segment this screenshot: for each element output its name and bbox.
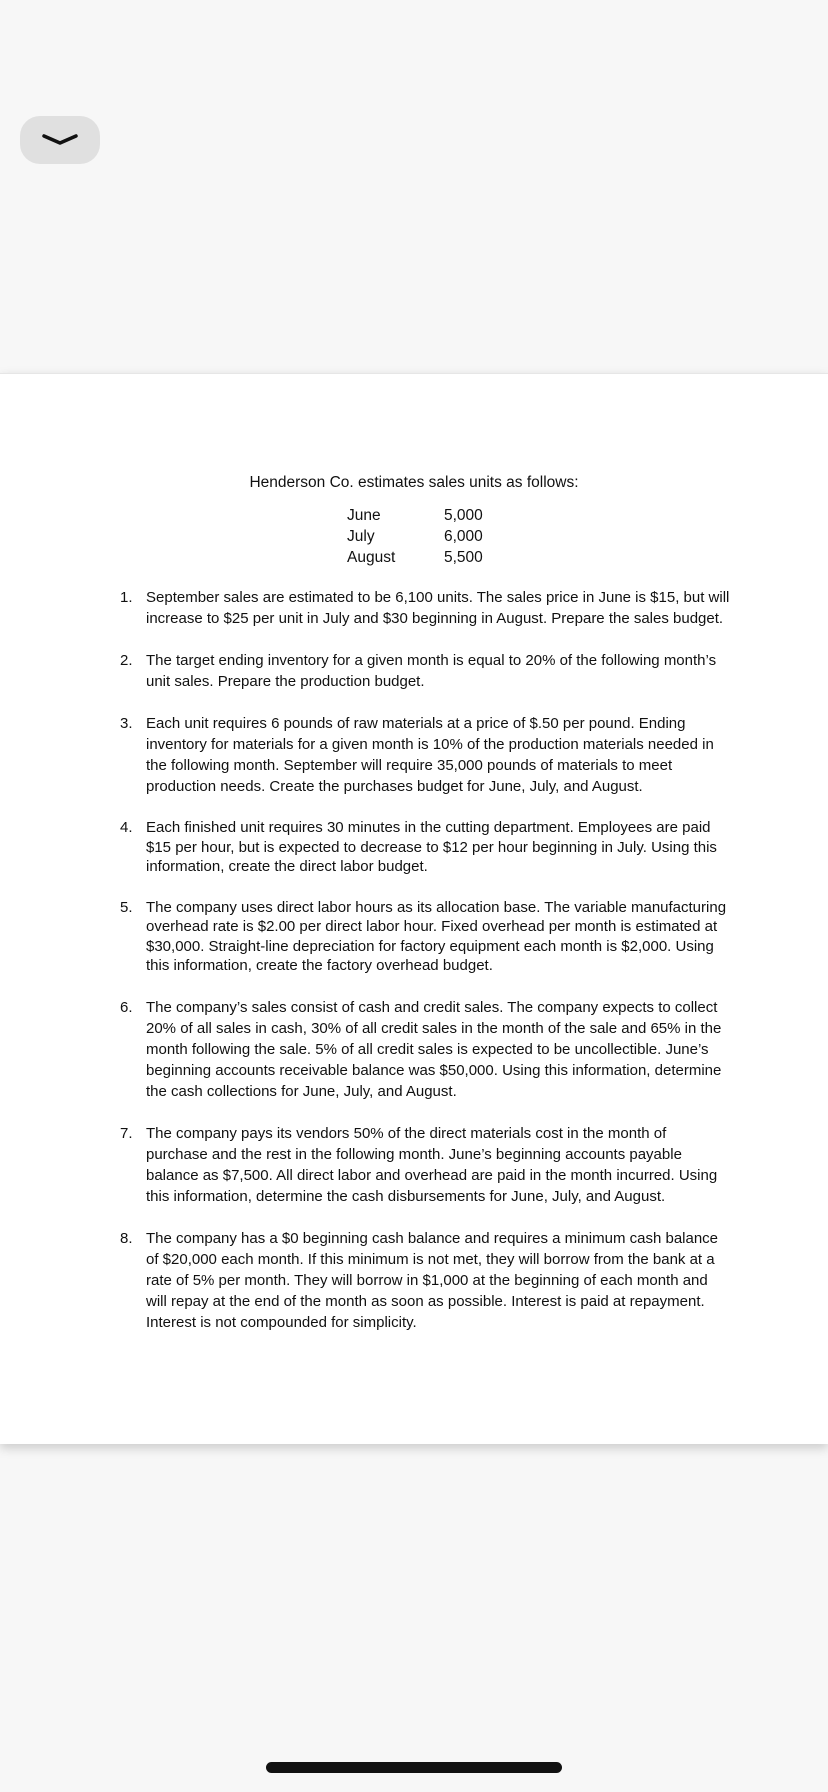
item-text: The company uses direct labor hours as its allocation base. The variable manufacturing overhead rate is $2.00 per direct labor hour. Fixed overhead per month is estimated at $30,000. Straight-line depreciation for factory equipment each month is $2,000. Using this information, create the factory overhead budget. — [146, 898, 727, 974]
list-item — [120, 713, 730, 797]
month-cell: June — [347, 507, 381, 524]
list-item — [120, 650, 730, 692]
sales-units-table — [347, 505, 483, 568]
list-item — [120, 997, 730, 1102]
item-number: 7. — [120, 1124, 133, 1142]
item-number: 8. — [120, 1229, 133, 1247]
units-cell: 5,000 — [444, 507, 483, 524]
units-cell: 6,000 — [444, 528, 483, 545]
list-item — [120, 1123, 730, 1207]
document-page[interactable] — [0, 373, 828, 1444]
chevron-down-icon — [41, 132, 79, 148]
units-cell: 5,500 — [444, 549, 483, 566]
list-item — [120, 898, 730, 976]
document-intro: Henderson Co. estimates sales units as follows: — [249, 474, 579, 491]
table-row — [347, 505, 483, 526]
list-item — [120, 818, 730, 877]
item-number: 5. — [120, 898, 133, 916]
question-list — [120, 587, 730, 1354]
collapse-button[interactable] — [20, 116, 100, 164]
item-text: The company has a $0 beginning cash balance and requires a minimum cash balance of $20,000 each month. If this minimum is not met, they will borrow from the bank at a rate of 5% per month. They will borrow in $1,000 at the beginning of each month and will repay at the end of the month as soon as possible. Interest is paid at repayment. Interest is not compounded for simplicity. — [146, 1229, 719, 1331]
item-text: The target ending inventory for a given month is equal to 20% of the following month’s unit sales. Prepare the production budget. — [146, 652, 717, 690]
item-number: 3. — [120, 715, 133, 732]
item-text: The company’s sales consist of cash and credit sales. The company expects to collect 20% of all sales in cash, 30% of all credit sales in the month of the sale and 65% in the month following the sale. 5% of all credit sales is expected to be uncollectible. June’s beginning accounts receivable balance was $50,000. Using this information, determine the cash collections for June, July, and August. — [146, 998, 722, 1100]
home-indicator[interactable] — [266, 1762, 562, 1773]
item-text: September sales are estimated to be 6,100 units. The sales price in June is $15, but will increase to $25 per unit in July and $30 beginning in August. Prepare the sales budget. — [146, 589, 730, 627]
item-text: The company pays its vendors 50% of the direct materials cost in the month of purchase and the rest in the following month. June’s beginning accounts payable balance as $7,500. All direct labor and overhead are paid in the month incurred. Using this information, determine the cash disbursements for June, July, and August. — [146, 1124, 718, 1205]
item-number: 1. — [120, 589, 133, 606]
month-cell: July — [347, 528, 375, 545]
item-number: 2. — [120, 652, 133, 669]
table-row — [347, 547, 483, 568]
list-item — [120, 1228, 730, 1333]
table-row — [347, 526, 483, 547]
month-cell: August — [347, 549, 396, 566]
item-text: Each finished unit requires 30 minutes in the cutting department. Employees are paid $15 per hour, but is expected to decrease to $12 per hour beginning in July. Using this information, create the direct labor budget. — [146, 819, 717, 875]
list-item — [120, 587, 730, 629]
item-number: 6. — [120, 998, 133, 1016]
item-text: Each unit requires 6 pounds of raw materials at a price of $.50 per pound. Ending inventory for materials for a given month is 10% of the production materials needed in the following month. September will require 35,000 pounds of materials to meet production needs. Create the purchases budget for June, July, and August. — [146, 715, 714, 795]
item-number: 4. — [120, 819, 133, 836]
